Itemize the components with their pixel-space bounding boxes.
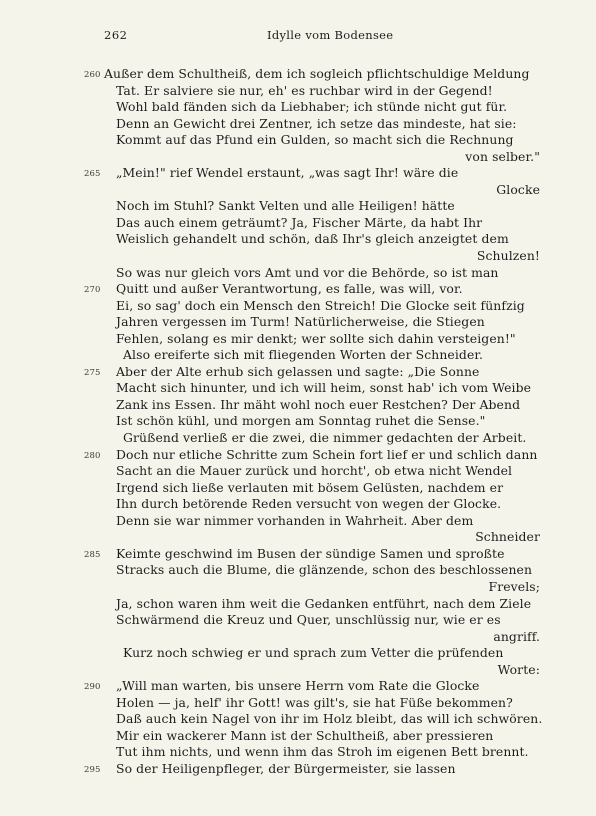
line-text: Fehlen, solang es mir denkt; wer sollte sich dahin versteigen!"	[116, 330, 516, 346]
line-text: Worte:	[497, 661, 540, 677]
verse-line	[0, 215, 596, 232]
verse-line	[0, 711, 596, 728]
verse-line	[0, 579, 596, 596]
verse-line	[0, 198, 596, 215]
verse-line	[0, 678, 596, 695]
line-text: Das auch einem geträumt? Ja, Fischer Märte, da habt Ihr	[116, 214, 483, 230]
line-text: Mir ein wackerer Mann ist der Schultheiß, aber pressieren	[116, 727, 494, 743]
line-text: Zank ins Essen. Ihr mäht wohl noch euer Restchen? Der Abend	[116, 396, 521, 412]
verse-line	[0, 231, 596, 248]
line-text: Kurz noch schwieg er und sprach zum Vetter die prüfenden	[123, 645, 504, 661]
line-text: angriff.	[493, 628, 540, 644]
page-number: 262	[104, 28, 128, 42]
line-text: Noch im Stuhl? Sankt Velten und alle Heiligen! hätte	[116, 198, 455, 214]
line-text: So was nur gleich vors Amt und vor die Behörde, so ist man	[116, 264, 499, 280]
verse-line	[0, 248, 596, 265]
verse-line	[0, 728, 596, 745]
verse-line	[0, 629, 596, 646]
line-number: 290	[84, 682, 101, 693]
verse-line	[0, 298, 596, 315]
verse-line	[0, 132, 596, 149]
line-number: 280	[84, 450, 101, 461]
verse-body	[0, 66, 596, 778]
verse-line	[0, 99, 596, 116]
verse-line	[0, 546, 596, 563]
verse-line	[0, 182, 596, 199]
line-text: Holen — ja, helf' ihr Gott! was gilt's, sie hat Füße bekommen?	[116, 694, 513, 710]
verse-line	[0, 265, 596, 282]
verse-line	[0, 463, 596, 480]
line-number: 285	[84, 549, 101, 560]
line-text: Aber der Alte erhub sich gelassen und sagte: „Die Sonne	[116, 363, 480, 379]
line-text: Schwärmend die Kreuz und Quer, unschlüssig nur, wie er es	[116, 612, 501, 628]
line-text: Kommt auf das Pfund ein Gulden, so macht sich die Rechnung	[116, 132, 514, 148]
line-number: 295	[84, 764, 101, 775]
line-text: Grüßend verließ er die zwei, die nimmer gedachten der Arbeit.	[123, 430, 527, 446]
running-title: Idylle vom Bodensee	[267, 28, 394, 42]
verse-line	[0, 314, 596, 331]
page-header	[104, 28, 544, 44]
verse-line	[0, 66, 596, 83]
line-text: Ihn durch betörende Reden versucht von wegen der Glocke.	[116, 496, 502, 512]
verse-line	[0, 364, 596, 381]
line-text: Glocke	[496, 181, 540, 197]
line-text: Also ereiferte sich mit fliegenden Worten der Schneider.	[123, 347, 484, 363]
line-text: „Mein!" rief Wendel erstaunt, „was sagt Ihr! wäre die	[116, 165, 459, 181]
line-text: Wohl bald fänden sich da Liebhaber; ich stünde nicht gut für.	[116, 99, 508, 115]
verse-line	[0, 480, 596, 497]
line-text: Doch nur etliche Schritte zum Schein fort lief er und schlich dann	[116, 446, 538, 462]
line-text: Ja, schon waren ihm weit die Gedanken entführt, nach dem Ziele	[116, 595, 532, 611]
verse-line	[0, 529, 596, 546]
line-text: Ist schön kühl, und morgen am Sonntag ruhet die Sense."	[116, 413, 486, 429]
line-text: Außer dem Schultheiß, dem ich sogleich pflichtschuldige Meldung	[104, 66, 530, 81]
line-text: Denn sie war nimmer vorhanden in Wahrheit. Aber dem	[116, 512, 474, 528]
line-text: „Will man warten, bis unsere Herrn vom Rate die Glocke	[116, 678, 480, 694]
verse-line	[0, 116, 596, 133]
verse-line	[0, 347, 596, 364]
line-text: Weislich gehandelt und schön, daß Ihr's gleich anzeigtet dem	[116, 231, 509, 247]
line-text: Quitt und außer Verantwortung, es falle, was will, vor.	[116, 281, 463, 297]
line-text: Ei, so sag' doch ein Mensch den Streich! Die Glocke seit fünfzig	[116, 297, 525, 313]
line-text: Tut ihm nichts, und wenn ihm das Stroh im eigenen Bett brennt.	[116, 744, 529, 760]
verse-line	[0, 331, 596, 348]
verse-line	[0, 513, 596, 530]
line-text: Tat. Er salviere sie nur, eh' es ruchbar wird in der Gegend!	[116, 82, 493, 98]
line-text: Keimte geschwind im Busen der sündige Samen und sproßte	[116, 545, 505, 561]
line-text: Jahren vergessen im Turm! Natürlicherweise, die Stiegen	[116, 314, 485, 330]
verse-line	[0, 662, 596, 679]
line-text: Frevels;	[488, 578, 540, 594]
verse-line	[0, 397, 596, 414]
line-text: von selber."	[465, 148, 540, 164]
line-text: Macht sich hinunter, und ich will heim, sonst hab' ich vom Weibe	[116, 380, 532, 396]
verse-line	[0, 165, 596, 182]
verse-line	[0, 447, 596, 464]
verse-line	[0, 380, 596, 397]
verse-line	[0, 744, 596, 761]
line-number: 260	[84, 70, 101, 80]
verse-line	[0, 281, 596, 298]
verse-line	[0, 562, 596, 579]
line-text: Denn an Gewicht drei Zentner, ich setze das mindeste, hat sie:	[116, 115, 517, 131]
verse-line	[0, 596, 596, 613]
verse-line	[0, 695, 596, 712]
line-text: Sacht an die Mauer zurück und horcht', ob etwa nicht Wendel	[116, 463, 513, 479]
line-text: Schulzen!	[476, 248, 540, 264]
verse-line	[0, 496, 596, 513]
verse-line	[0, 413, 596, 430]
line-text: Daß auch kein Nagel von ihr im Holz bleibt, das will ich schwören.	[116, 711, 543, 727]
line-text: Schneider	[475, 529, 540, 545]
verse-line	[0, 761, 596, 778]
line-text: Stracks auch die Blume, die glänzende, schon des beschlossenen	[116, 562, 533, 578]
verse-line	[0, 612, 596, 629]
line-number: 265	[84, 169, 101, 180]
line-number: 275	[84, 367, 101, 378]
line-text: So der Heiligenpfleger, der Bürgermeister, sie lassen	[116, 760, 456, 776]
line-text: Irgend sich ließe verlauten mit bösem Gelüsten, nachdem er	[116, 479, 504, 495]
verse-line	[0, 149, 596, 166]
line-number: 270	[84, 285, 101, 296]
verse-line	[0, 645, 596, 662]
verse-line	[0, 430, 596, 447]
verse-line	[0, 83, 596, 100]
